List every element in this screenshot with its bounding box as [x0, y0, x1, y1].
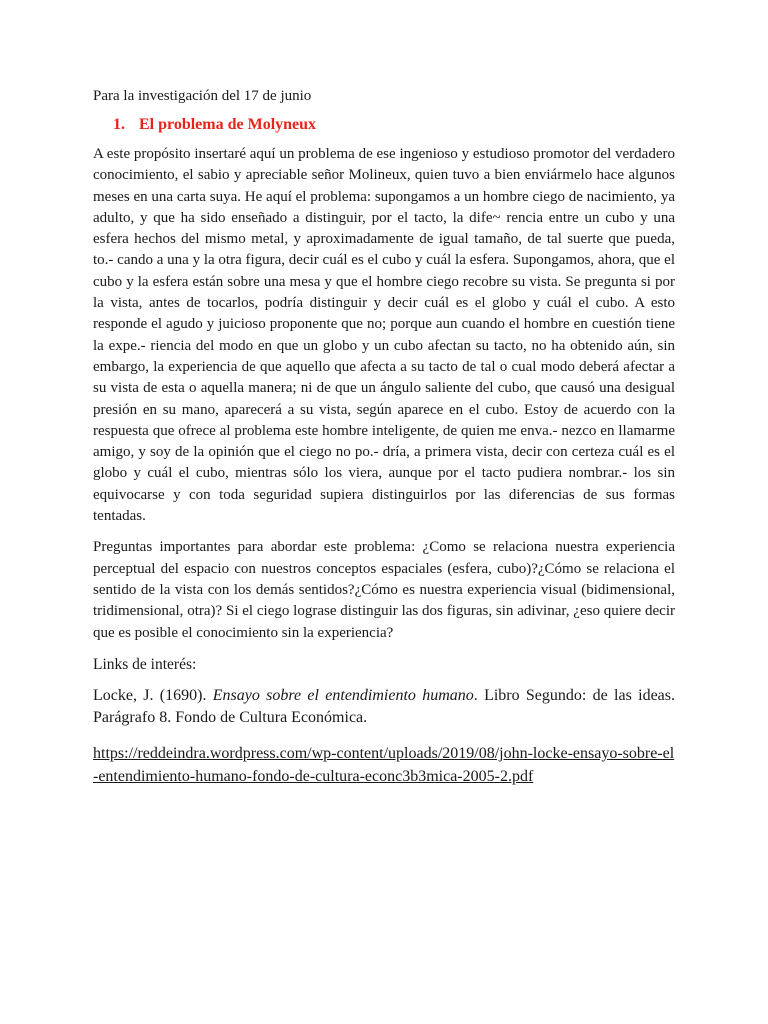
- document-page: [93, 86, 675, 788]
- reference-link[interactable]: https://reddeindra.wordpress.com/wp-content/uploads/2019/08/john-locke-ensayo-sobre-el-entendimiento-humano-fondo-de-cultura-econc3b3mica-2005-2.pdf: [93, 744, 675, 785]
- section-heading: [93, 114, 675, 136]
- links-label: Links de interés:: [93, 655, 197, 673]
- heading-title: El problema de Molyneux: [139, 116, 317, 133]
- reference-title: Ensayo sobre el entendimiento humano: [212, 686, 474, 704]
- quote-paragraph: A este propósito insertaré aquí un problema de ese ingenioso y estudioso promotor del verdadero conocimiento, el sabio y apreciable señor Molineux, quien tuvo a bien enviármelo hace algunos meses en una carta suya. He aquí el problema: supongamos a un hombre ciego de nacimiento, ya adulto, y que ha sido enseñado a distinguir, por el tacto, la dife~ rencia entre un cubo y una esfera hechos del mismo metal, y aproximadamente de igual tamaño, de tal suerte que pueda, to.- cando a una y la otra figura, decir cuál es el cubo y cuál la esfera. Supongamos, ahora, que el cubo y la esfera están sobre una mesa y que el hombre ciego recobre su vista. Se pregunta si por la vista, antes de tocarlos, podría distinguir y decir cuál es el globo y cuál el cubo. A esto responde el agudo y juicioso proponente que no; porque aun cuando el hombre en cuestión tiene la expe.- riencia del modo en que un globo y un cubo afectan su tacto, no ha obtenido aún, sin embargo, la experiencia de que aquello que afecta a su tacto de tal o cual modo deberá afectar a su vista de esta o aquella manera; ni de que un ángulo saliente del cubo, que causó una desigual presión en su mano, aparecerá a su vista, según aparece en el cubo. Estoy de acuerdo con la respuesta que ofrece al problema este hombre inteligente, de quien me enva.- nezco en llamarme amigo, y soy de la opinión que el ciego no po.- dría, a primera vista, decir con certeza cuál es el globo y cuál el cubo, mientras sólo los viera, aunque por el tacto pudiera nombrar.- los sin equivocarse y con toda seguridad supiera distinguirlos por las diferencias de sus formas tentadas.: [93, 146, 675, 525]
- questions-paragraph: Preguntas importantes para abordar este problema: ¿Como se relaciona nuestra experiencia perceptual del espacio con nuestros conceptos espaciales (esfera, cubo)?¿Cómo se relaciona el sentido de la vista con los demás sentidos?¿Cómo es nuestra experiencia visual (bidimensional, tridimensional, otra)? Si el ciego lograse distinguir las dos figuras, sin adivinar, ¿eso quiere decir que es posible el conocimiento sin la experiencia?: [93, 539, 675, 641]
- intro-line: Para la investigación del 17 de junio: [93, 88, 312, 104]
- reference-author-year: Locke, J. (1690).: [93, 686, 213, 704]
- heading-number: 1.: [113, 116, 125, 133]
- reference-rest: . Libro Segundo: de las ideas. Parágrafo 8. Fondo de Cultura Económica.: [93, 686, 675, 727]
- bibliographic-reference: [93, 685, 675, 730]
